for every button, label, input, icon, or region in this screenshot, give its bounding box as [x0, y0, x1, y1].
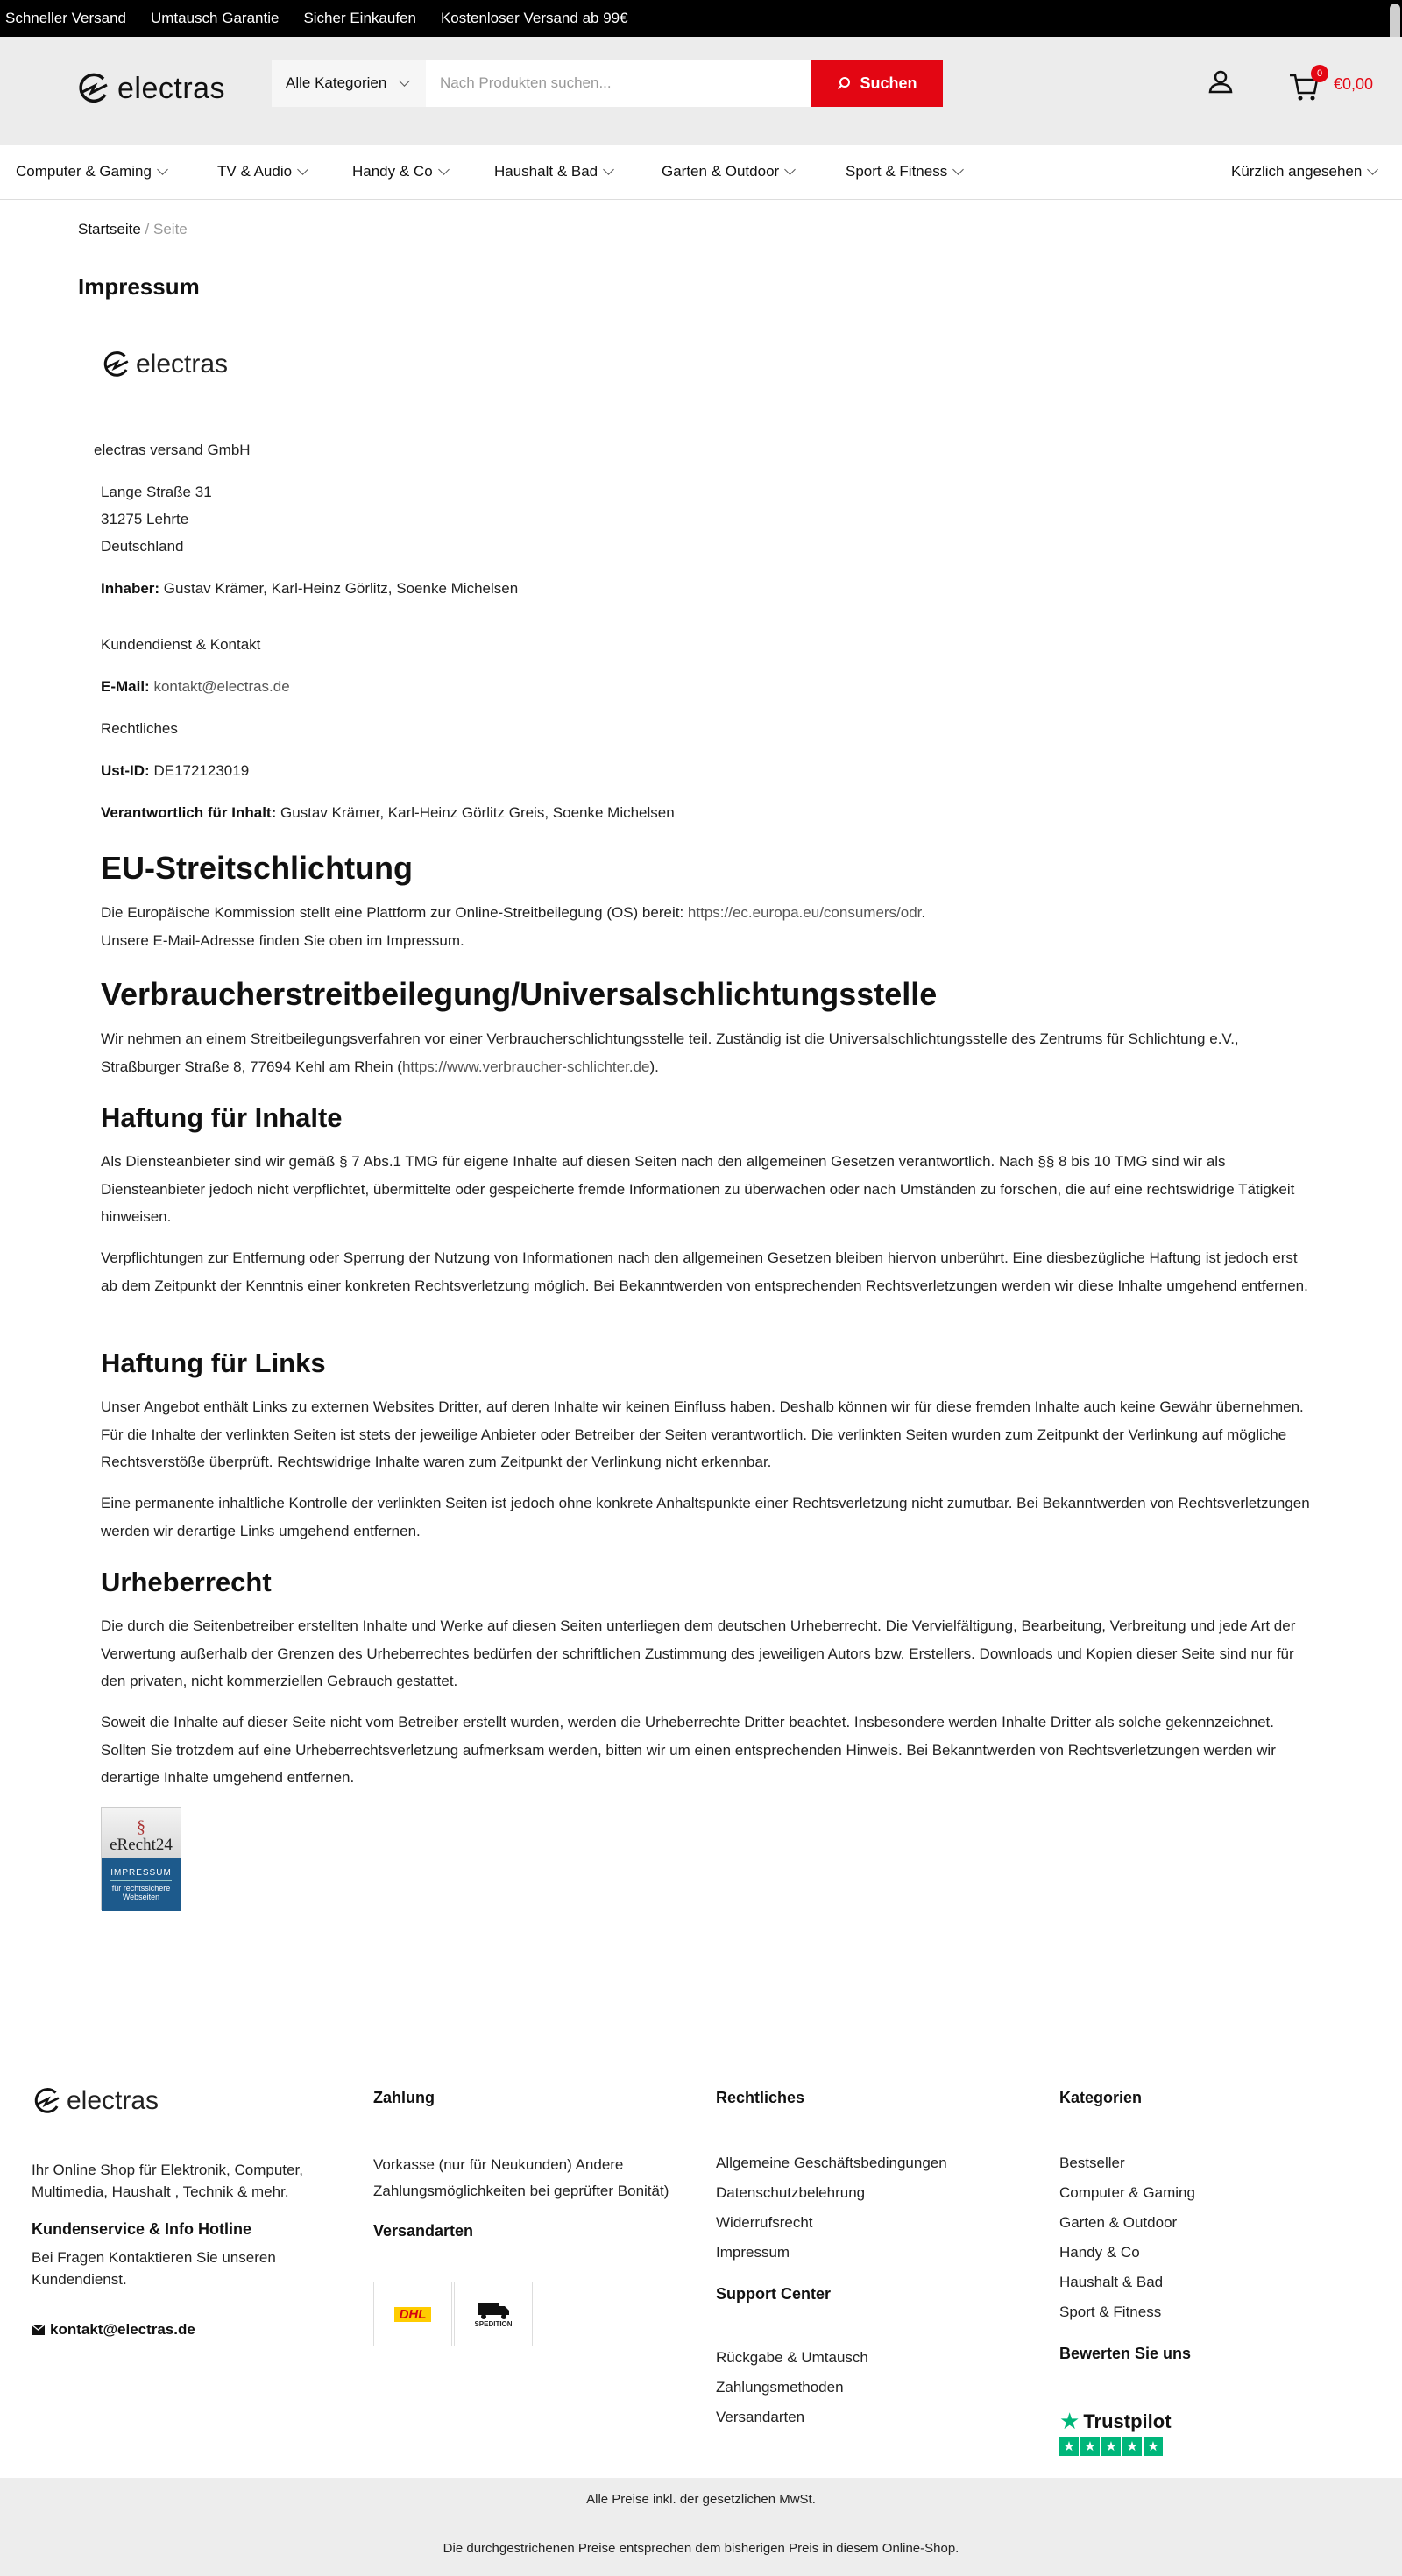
footer-support-links: [716, 2343, 868, 2432]
section-heading-eu: EU-Streitschlichtung: [101, 850, 414, 886]
section-heading-haftung-links: Haftung für Links: [101, 1348, 326, 1378]
footer-payment-title: Zahlung: [373, 2089, 435, 2106]
nav-item-computer-gaming[interactable]: [16, 163, 166, 180]
spedition-logo: [454, 2282, 533, 2346]
vs-text: Wir nehmen an einem Streitbeilegungsverfahren vor einer Verbraucherschlichtungsstelle teil. Zuständig ist die Universalschlichtungsstelle des Zentrums für Schlichtung e.V., Straßburger Straße 8, 77694 Kehl am Rhein (: [101, 1030, 1239, 1075]
impressum-logo: [101, 349, 228, 380]
section-text-urheberrecht-1: Die durch die Seitenbetreiber erstellten Inhalte und Werke auf diesen Seiten unterliegen dem deutschen Urheberrecht. Die Vervielfältigung, Bearbeitung, Verbreitung und jede Art der Verwertung außerhalb der Grenzen des Urheberrechtes bedürfen der schriftlichen Zustimmung des jeweiligen Autors bzw. Erstellers. Downloads und Kopien dieser Seite sind nur für den privaten, nicht kommerziellen Gebrauch gestattet.: [101, 1617, 1296, 1689]
breadcrumb-separator: /: [145, 221, 150, 237]
footer-bottom-bar: [0, 2478, 1402, 2576]
legal-heading: Rechtliches: [101, 720, 178, 737]
footer-note-vat: Alle Preise inkl. der gesetzlichen MwSt.: [586, 2492, 816, 2507]
recently-viewed-label: Kürzlich angesehen: [1231, 163, 1363, 180]
search-placeholder: Nach Produkten suchen...: [440, 74, 612, 91]
logo-text: electras: [67, 2086, 159, 2115]
nav-item-label: Haushalt & Bad: [494, 163, 598, 180]
footer-link-haushalt-bad[interactable]: Haushalt & Bad: [1059, 2274, 1164, 2290]
address-line: Lange Straße 31: [101, 484, 212, 500]
footer-hotline-text: Bei Fragen Kontaktieren Sie unseren Kundendienst.: [32, 2249, 276, 2288]
trustpilot-name: [1059, 2408, 1172, 2435]
search-icon: [837, 76, 851, 90]
breadcrumb-current: Seite: [153, 221, 188, 237]
truck-icon: [476, 2301, 511, 2320]
footer-categories-title: Kategorien: [1059, 2089, 1143, 2106]
main-navigation: [0, 145, 1402, 200]
topbar-item: Kostenloser Versand ab 99€: [440, 10, 628, 26]
footer-payment-text: Vorkasse (nur für Neukunden) Andere Zahlungsmöglichkeiten bei geprüfter Bonität): [373, 2156, 669, 2199]
responsible-value: Gustav Krämer, Karl-Heinz Görlitz Greis, Soenke Michelsen: [280, 804, 675, 821]
logo-text: electras: [136, 350, 229, 379]
footer-link-widerruf[interactable]: Widerrufsrecht: [716, 2214, 813, 2231]
footer-note-prices: Die durchgestrichenen Preise entsprechen dem bisherigen Preis in diesem Online-Shop.: [443, 2541, 959, 2556]
footer-email-text: kontakt@electras.de: [50, 2321, 195, 2338]
section-heading-verbraucher: Verbraucherstreitbeilegung/Universalschlichtungsstelle: [101, 976, 938, 1012]
nav-item-haushalt-bad[interactable]: [494, 163, 612, 180]
address-line: 31275 Lehrte: [101, 511, 189, 527]
logo-text: electras: [117, 71, 226, 105]
trustpilot-stars: [1059, 2437, 1172, 2456]
site-header: [0, 37, 1402, 145]
dhl-logo-text: DHL: [394, 2307, 432, 2322]
section-text-haftung-inhalte-2: Verpflichtungen zur Entfernung oder Sperrung der Nutzung von Informationen nach den allgemeinen Gesetzen bleiben hiervon unberührt. Eine diesbezügliche Haftung ist jedoch erst ab dem Zeitpunkt der Kenntnis einer konkreten Rechtsverletzung möglich. Bei Bekanntwerden von entsprechenden Rechtsverletzungen werden wir diese Inhalte umgehend entfernen.: [101, 1249, 1308, 1294]
star-icon: ★: [1059, 2437, 1079, 2456]
category-select-label: Alle Kategorien: [286, 74, 387, 91]
topbar-item: Schneller Versand: [5, 10, 126, 26]
electras-logo-icon: [101, 349, 132, 380]
footer-link-bestseller[interactable]: Bestseller: [1059, 2155, 1125, 2171]
address-line: Deutschland: [101, 538, 184, 555]
user-icon: [1207, 68, 1234, 95]
email-link[interactable]: kontakt@electras.de: [153, 678, 290, 695]
contact-heading: Kundendienst & Kontakt: [101, 636, 261, 653]
recently-viewed-button[interactable]: [1231, 163, 1377, 180]
breadcrumb-home-link[interactable]: Startseite: [78, 221, 141, 237]
electras-logo-icon: [75, 70, 112, 107]
section-text-eu: [101, 899, 1310, 954]
footer-link-agb[interactable]: Allgemeine Geschäftsbedingungen: [716, 2155, 947, 2171]
footer-categories-links: [1059, 2148, 1195, 2327]
footer-support-title: Support Center: [716, 2285, 832, 2303]
chevron-down-icon: [297, 164, 308, 175]
section-text-haftung-inhalte-1: Als Diensteanbieter sind wir gemäß § 7 Abs.1 TMG für eigene Inhalte auf diesen Seiten nach den allgemeinen Gesetzen verantwortlich. Nach §§ 8 bis 10 TMG sind wir als Diensteanbieter jedoch nicht verpflichtet, übermittelte oder gespeicherte fremde Informationen zu überwachen oder nach Umständen zu forschen, die auf eine rechtswidrige Tätigkeit hinweisen.: [101, 1153, 1295, 1225]
vat-label: Ust-ID:: [101, 762, 150, 779]
footer-link-handy-co[interactable]: Handy & Co: [1059, 2244, 1140, 2261]
vat-value: DE172123019: [153, 762, 250, 779]
footer-shipping-title: Versandarten: [373, 2222, 474, 2240]
eu-odr-link[interactable]: https://ec.europa.eu/consumers/odr: [687, 904, 922, 921]
chevron-down-icon: [603, 164, 614, 175]
section-heading-urheberrecht: Urheberrecht: [101, 1567, 272, 1597]
nav-item-garten-outdoor[interactable]: [662, 163, 794, 180]
company-address: [101, 478, 212, 560]
svg-text:§: §: [137, 1817, 145, 1836]
section-text-verbraucher: [101, 1025, 1310, 1080]
breadcrumb: [78, 221, 188, 238]
nav-item-handy-co[interactable]: [352, 163, 448, 180]
owner-value: Gustav Krämer, Karl-Heinz Görlitz, Soenke Michelsen: [163, 580, 519, 597]
nav-item-label: TV & Audio: [217, 163, 293, 180]
envelope-icon: [32, 2325, 45, 2335]
email-line: [101, 673, 290, 700]
nav-item-label: Garten & Outdoor: [662, 163, 780, 180]
trustpilot-widget[interactable]: [1059, 2408, 1172, 2456]
cart-count-badge: 0: [1311, 65, 1328, 82]
erecht24-brand: eRecht24: [110, 1836, 173, 1854]
site-logo[interactable]: [75, 70, 225, 107]
footer-rate-title: Bewerten Sie uns: [1059, 2345, 1192, 2362]
trustpilot-label: Trustpilot: [1083, 2410, 1172, 2432]
chevron-down-icon: [438, 164, 450, 175]
spedition-logo-text: SPEDITION: [474, 2319, 513, 2328]
section-text-haftung-links-2: Eine permanente inhaltliche Kontrolle der verlinkten Seiten ist jedoch ohne konkrete Anhaltspunkte einer Rechtsverletzung nicht zumutbar. Bei Bekanntwerden von Rechtsverletzungen werden wir derartige Links umgehend entfernen.: [101, 1495, 1310, 1539]
email-label: E-Mail:: [101, 678, 150, 695]
footer-logo[interactable]: [32, 2085, 159, 2117]
nav-item-label: Sport & Fitness: [846, 163, 948, 180]
eu-text-2: Unsere E-Mail-Adresse finden Sie oben im Impressum.: [101, 931, 464, 949]
account-button[interactable]: [1207, 68, 1234, 99]
nav-item-tv-audio[interactable]: [217, 163, 307, 180]
responsible-line: [101, 799, 675, 826]
star-icon: ★: [1122, 2437, 1142, 2456]
chevron-down-icon: [952, 164, 964, 175]
nav-item-sport-fitness[interactable]: [846, 163, 962, 180]
shipping-logos: [373, 2282, 533, 2346]
section-heading-haftung-inhalte: Haftung für Inhalte: [101, 1102, 343, 1133]
erecht24-badge-top: [102, 1808, 181, 1858]
chevron-down-icon: [1367, 164, 1378, 175]
section-text-haftung-links-1: Unser Angebot enthält Links zu externen Websites Dritter, auf deren Inhalte wir keinen Einfluss haben. Deshalb können wir für diese fremden Inhalte auch keine Gewähr übernehmen. Für die Inhalte der verlinkten Seiten ist stets der jeweilige Anbieter oder Betreiber der Seiten verantwortlich. Die verlinkten Seiten wurden zum Zeitpunkt der Verlinkung auf mögliche Rechtsverstöße überprüft. Rechtswidrige Inhalte waren zum Zeitpunkt der Verlinkung nicht erkennbar.: [101, 1398, 1304, 1470]
star-icon: ★: [1144, 2437, 1163, 2456]
eu-text-end: .: [921, 904, 926, 921]
footer-link-versandarten[interactable]: Versandarten: [716, 2409, 805, 2425]
footer-legal-links: [716, 2148, 947, 2268]
erecht24-badge-bottom: [102, 1858, 181, 1911]
cart-button[interactable]: [1288, 67, 1373, 102]
footer-legal-title: Rechtliches: [716, 2089, 805, 2106]
cart-total: €0,00: [1334, 74, 1374, 93]
erecht24-title: IMPRESSUM: [110, 1869, 172, 1881]
star-icon: ★: [1059, 2408, 1080, 2434]
footer-link-sport-fitness[interactable]: Sport & Fitness: [1059, 2304, 1162, 2320]
chevron-down-icon: [157, 164, 168, 175]
star-icon: ★: [1080, 2437, 1100, 2456]
eu-text: Die Europäische Kommission stellt eine Plattform zur Online-Streitbeilegung (OS) bereit:: [101, 904, 684, 921]
nav-item-label: Computer & Gaming: [16, 163, 152, 180]
erecht24-subtitle: für rechtssichere Webseiten: [111, 1883, 171, 1901]
footer-link-datenschutz[interactable]: Datenschutzbelehrung: [716, 2184, 866, 2201]
search-button-label: Suchen: [860, 74, 917, 92]
search-bar: [272, 60, 943, 107]
topbar-item: Sicher Einkaufen: [303, 10, 416, 26]
nav-item-label: Handy & Co: [352, 163, 433, 180]
footer-link-garten-outdoor[interactable]: Garten & Outdoor: [1059, 2214, 1178, 2231]
footer-link-rueckgabe[interactable]: Rückgabe & Umtausch: [716, 2349, 868, 2366]
erecht24-badge[interactable]: [101, 1807, 181, 1910]
footer-link-zahlungsmethoden[interactable]: Zahlungsmethoden: [716, 2379, 844, 2396]
responsible-label: Verantwortlich für Inhalt:: [101, 804, 277, 821]
footer-hotline-title: Kundenservice & Info Hotline: [32, 2220, 252, 2238]
section-text-urheberrecht-2: Soweit die Inhalte auf dieser Seite nicht vom Betreiber erstellt wurden, werden die Urheberrechte Dritter beachtet. Insbesondere werden Inhalte Dritter als solche gekennzeichnet. Sollten Sie trotzdem auf eine Urheberrechtsverletzung aufmerksam werden, bitten wir um einen entsprechenden Hinweis. Bei Bekanntwerden von Rechtsverletzungen werden wir derartige Inhalte umgehend entfernen.: [101, 1714, 1276, 1786]
owner-line: [101, 575, 518, 602]
chevron-down-icon: [399, 75, 410, 87]
search-button[interactable]: [811, 60, 943, 107]
category-select[interactable]: [272, 60, 426, 107]
paragraph-icon: [133, 1816, 149, 1836]
star-icon: ★: [1101, 2437, 1121, 2456]
footer-email-link[interactable]: [32, 2318, 195, 2340]
footer-link-impressum[interactable]: Impressum: [716, 2244, 790, 2261]
dhl-logo: [373, 2282, 452, 2346]
vat-line: [101, 757, 249, 784]
company-name: electras versand GmbH: [94, 442, 251, 458]
topbar-item: Umtausch Garantie: [150, 10, 280, 26]
top-info-bar: [0, 0, 1402, 37]
electras-logo-icon: [32, 2085, 63, 2117]
vs-link[interactable]: https://www.verbraucher-schlichter.de: [401, 1058, 650, 1075]
chevron-down-icon: [784, 164, 796, 175]
page-title: Impressum: [78, 273, 200, 300]
search-input[interactable]: [426, 60, 811, 107]
footer-tagline: Ihr Online Shop für Elektronik, Computer, Multimedia, Haushalt , Technik & mehr.: [32, 2162, 303, 2200]
owner-label: Inhaber:: [101, 580, 160, 597]
vs-text-end: ).: [649, 1058, 659, 1075]
footer-link-computer-gaming[interactable]: Computer & Gaming: [1059, 2184, 1195, 2201]
